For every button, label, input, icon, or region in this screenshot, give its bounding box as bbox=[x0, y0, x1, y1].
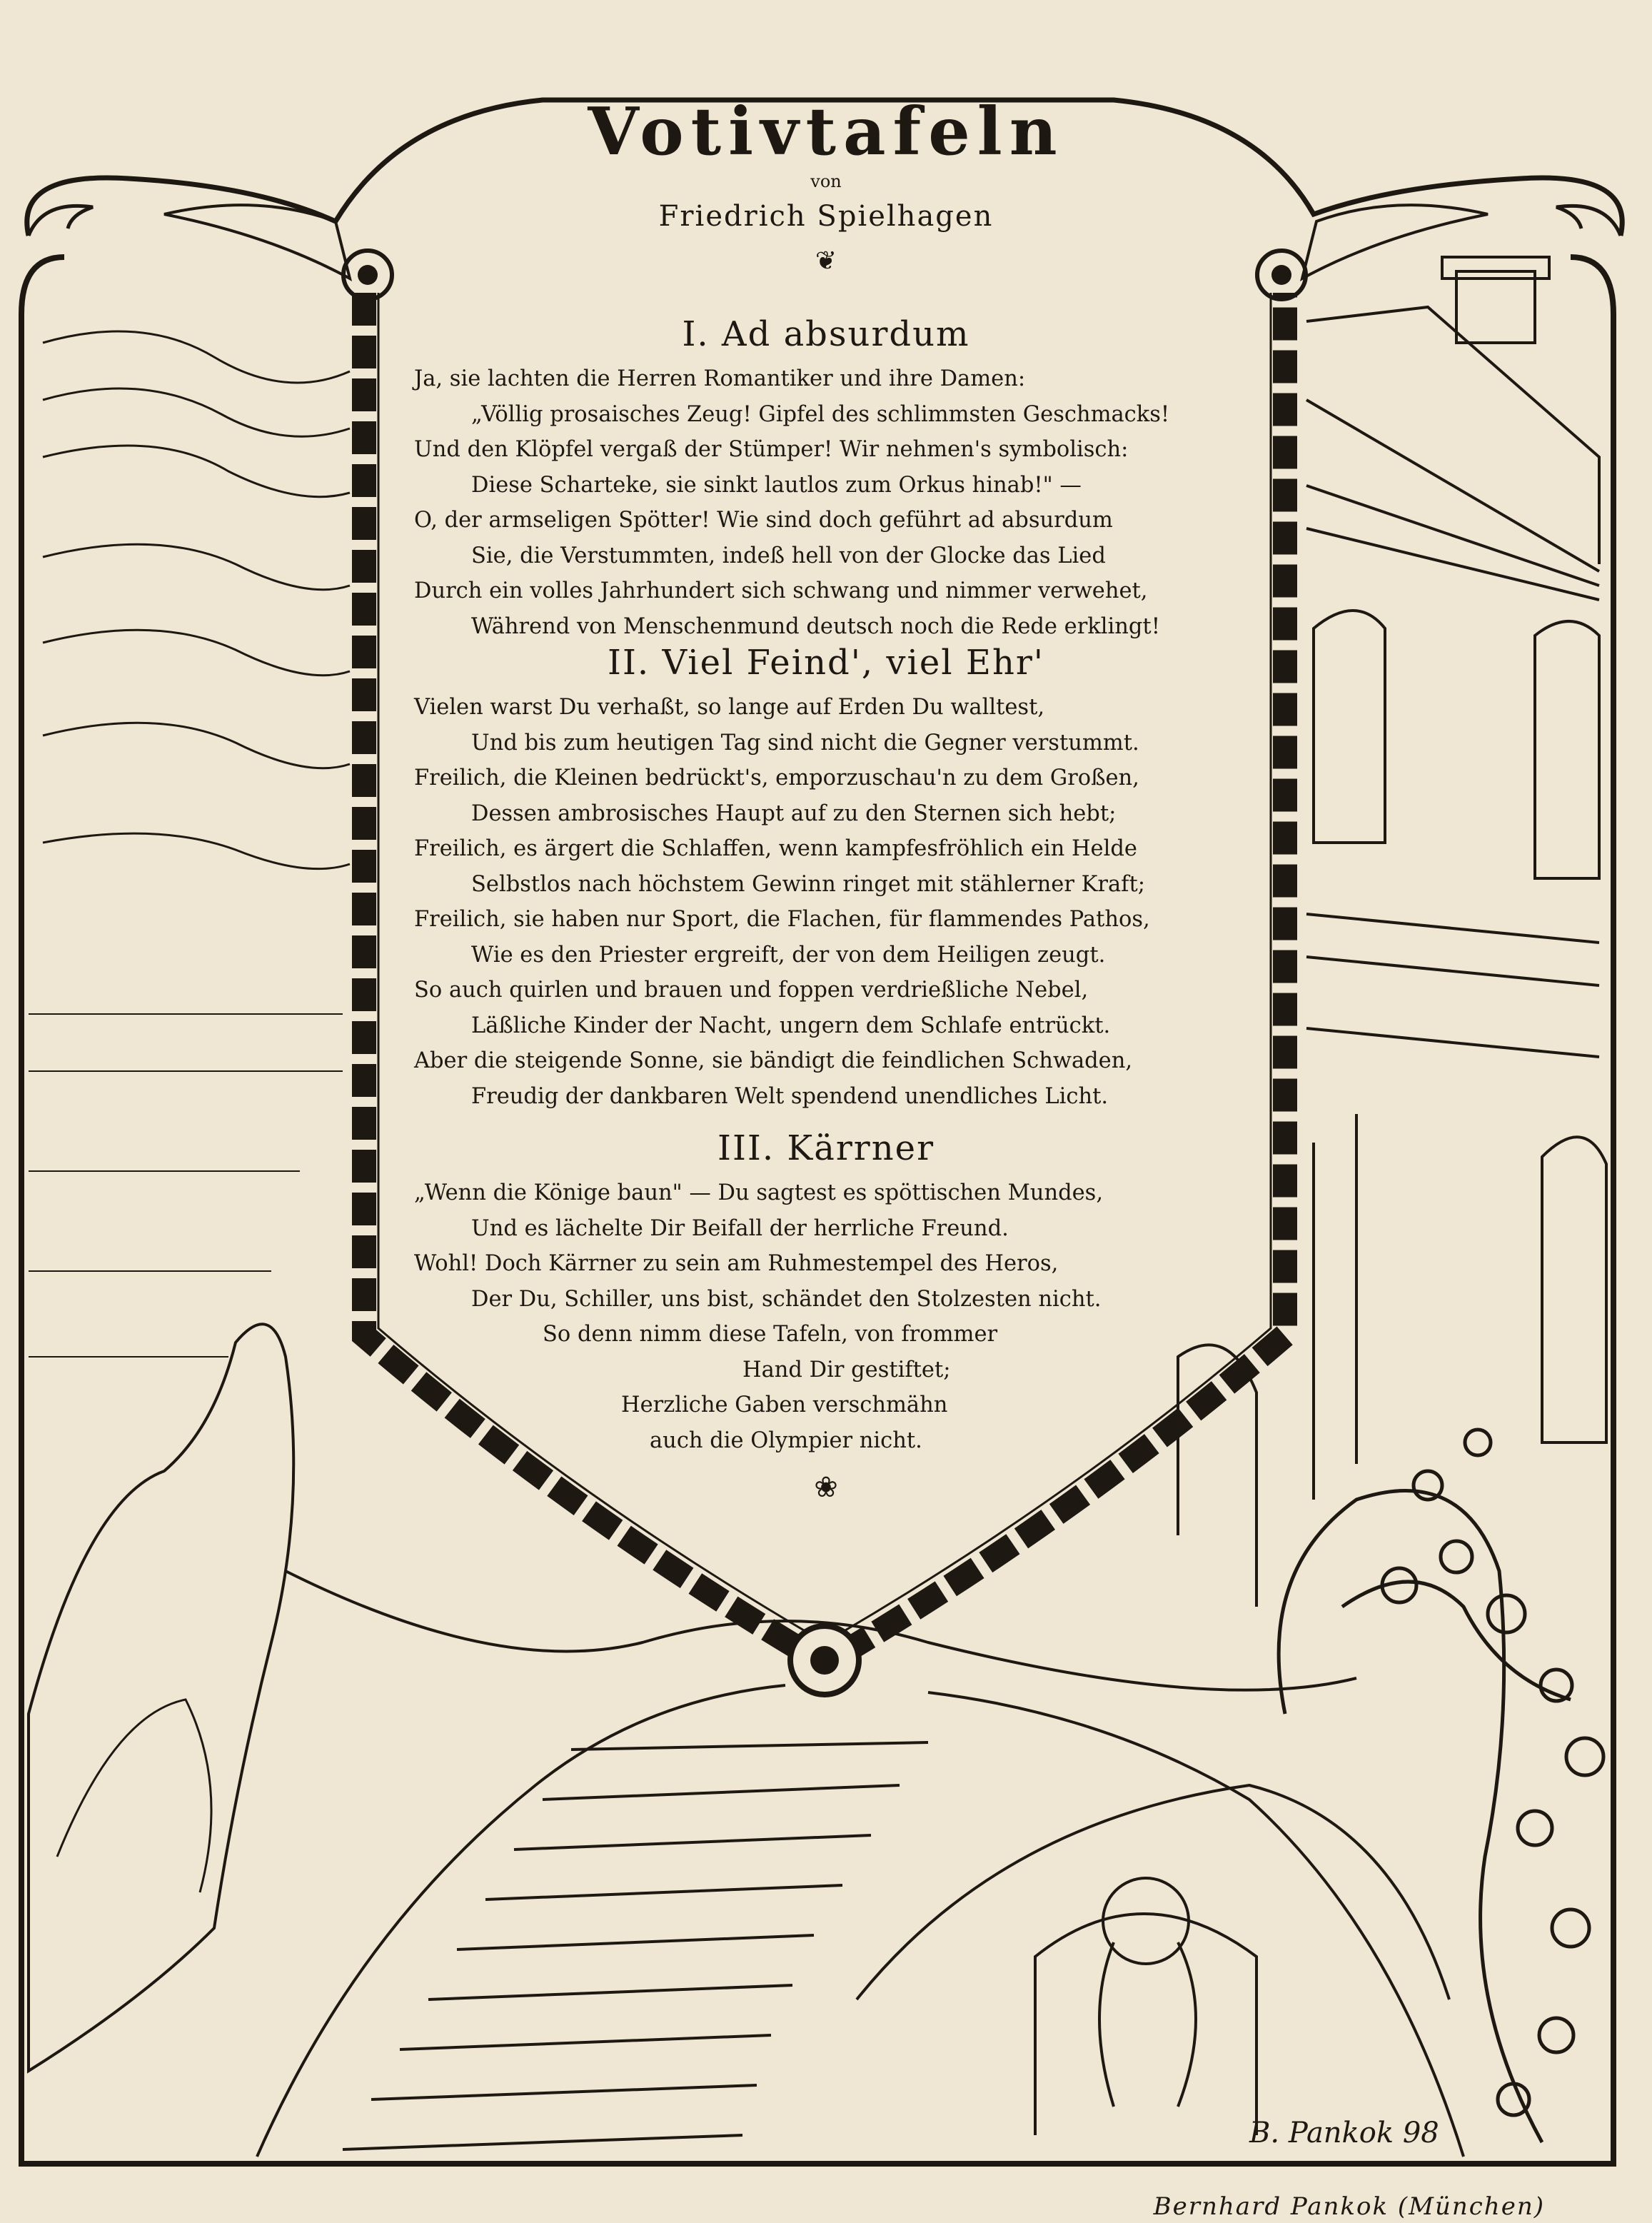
sky-lines bbox=[43, 331, 350, 869]
verse-line: Dessen ambrosisches Haupt auf zu den Sternen sich hebt; bbox=[471, 801, 1117, 826]
verse-line: Und es lächelte Dir Beifall der herrliche Freund. bbox=[471, 1215, 1009, 1241]
verse-line: O, der armseligen Spötter! Wie sind doch geführt ad absurdum bbox=[414, 508, 1113, 533]
verse-line: Läßliche Kinder der Nacht, ungern dem Schlafe entrückt. bbox=[471, 1013, 1111, 1038]
artist-signature: B. Pankok 98 bbox=[1249, 2117, 1439, 2149]
verse-line: Durch ein volles Jahrhundert sich schwang und nimmer verwehet, bbox=[414, 578, 1148, 603]
verse-line: Ja, sie lachten die Herren Romantiker und ihre Damen: bbox=[414, 366, 1026, 391]
verse-line: Herzliche Gaben verschmähn bbox=[621, 1392, 948, 1417]
poem-section-3 bbox=[414, 1128, 1238, 1458]
flower-ornament-icon: ❀ bbox=[814, 1471, 838, 1504]
rosette-bottom bbox=[790, 1626, 859, 1695]
flower-ornament-icon: ❦ bbox=[815, 246, 837, 276]
verse-line: Wohl! Doch Kärrner zu sein am Ruhmestempel des Heros, bbox=[414, 1251, 1059, 1276]
verse-line: Vielen warst Du verhaßt, so lange auf Erden Du walltest, bbox=[414, 695, 1045, 720]
verse-line: Wie es den Priester ergreift, der von dem Heiligen zeugt. bbox=[471, 942, 1106, 968]
section-heading: III. Kärrner bbox=[717, 1128, 935, 1168]
verse-line: Hand Dir gestiftet; bbox=[742, 1357, 951, 1383]
verse-line: Freilich, es ärgert die Schlaffen, wenn kampfesfröhlich ein Helde bbox=[414, 836, 1137, 861]
rocks bbox=[29, 1324, 293, 2071]
poem-section-2 bbox=[414, 643, 1238, 1114]
flowering-tree bbox=[1279, 1430, 1603, 2142]
author-name: Friedrich Spielhagen bbox=[658, 200, 994, 233]
villa bbox=[1178, 257, 1606, 1607]
page-title: Votivtafeln bbox=[588, 93, 1064, 170]
verse-line: Sie, die Verstummten, indeß hell von der Glocke das Lied bbox=[471, 543, 1106, 568]
verse-line: Und den Klöpfel vergaß der Stümper! Wir nehmen's symbolisch: bbox=[414, 437, 1129, 462]
fountain bbox=[1035, 1878, 1256, 2135]
verse-line: Der Du, Schiller, uns bist, schändet den Stolzesten nicht. bbox=[471, 1286, 1102, 1312]
byline: von bbox=[810, 171, 842, 191]
verse-line: Aber die steigende Sonne, sie bändigt die feindlichen Schwaden, bbox=[414, 1048, 1133, 1073]
verse-line: Und bis zum heutigen Tag sind nicht die Gegner verstummt. bbox=[471, 730, 1139, 756]
verse-line: „Wenn die Könige baun" — Du sagtest es spöttischen Mundes, bbox=[414, 1180, 1104, 1205]
verse-line: Während von Menschenmund deutsch noch die Rede erklingt! bbox=[471, 613, 1160, 639]
verse-line: Freilich, sie haben nur Sport, die Flachen, für flammendes Pathos, bbox=[414, 907, 1150, 932]
section-heading: II. Viel Feind', viel Ehr' bbox=[608, 643, 1044, 683]
section-heading: I. Ad absurdum bbox=[682, 314, 970, 354]
verse-line: Freilich, die Kleinen bedrückt's, emporzuschau'n zu dem Großen, bbox=[414, 766, 1139, 791]
verse-line: Selbstlos nach höchstem Gewinn ringet mit stählerner Kraft; bbox=[471, 871, 1145, 897]
verse-line: auch die Olympier nicht. bbox=[650, 1427, 922, 1453]
verse-line: So auch quirlen und brauen und foppen verdrießliche Nebel, bbox=[414, 978, 1089, 1003]
sea-lines bbox=[29, 1014, 343, 1357]
verse-line: So denn nimm diese Tafeln, von frommer bbox=[543, 1322, 998, 1347]
verse-line: Diese Scharteke, sie sinkt lautlos zum Orkus hinab!" — bbox=[471, 472, 1082, 498]
illustrator-credit: Bernhard Pankok (München) bbox=[1153, 2192, 1545, 2221]
verse-line: „Völlig prosaisches Zeug! Gipfel des schlimmsten Geschmacks! bbox=[471, 401, 1170, 427]
poem-section-1 bbox=[414, 314, 1238, 644]
verse-line: Freudig der dankbaren Welt spendend unendliches Licht. bbox=[471, 1083, 1109, 1109]
